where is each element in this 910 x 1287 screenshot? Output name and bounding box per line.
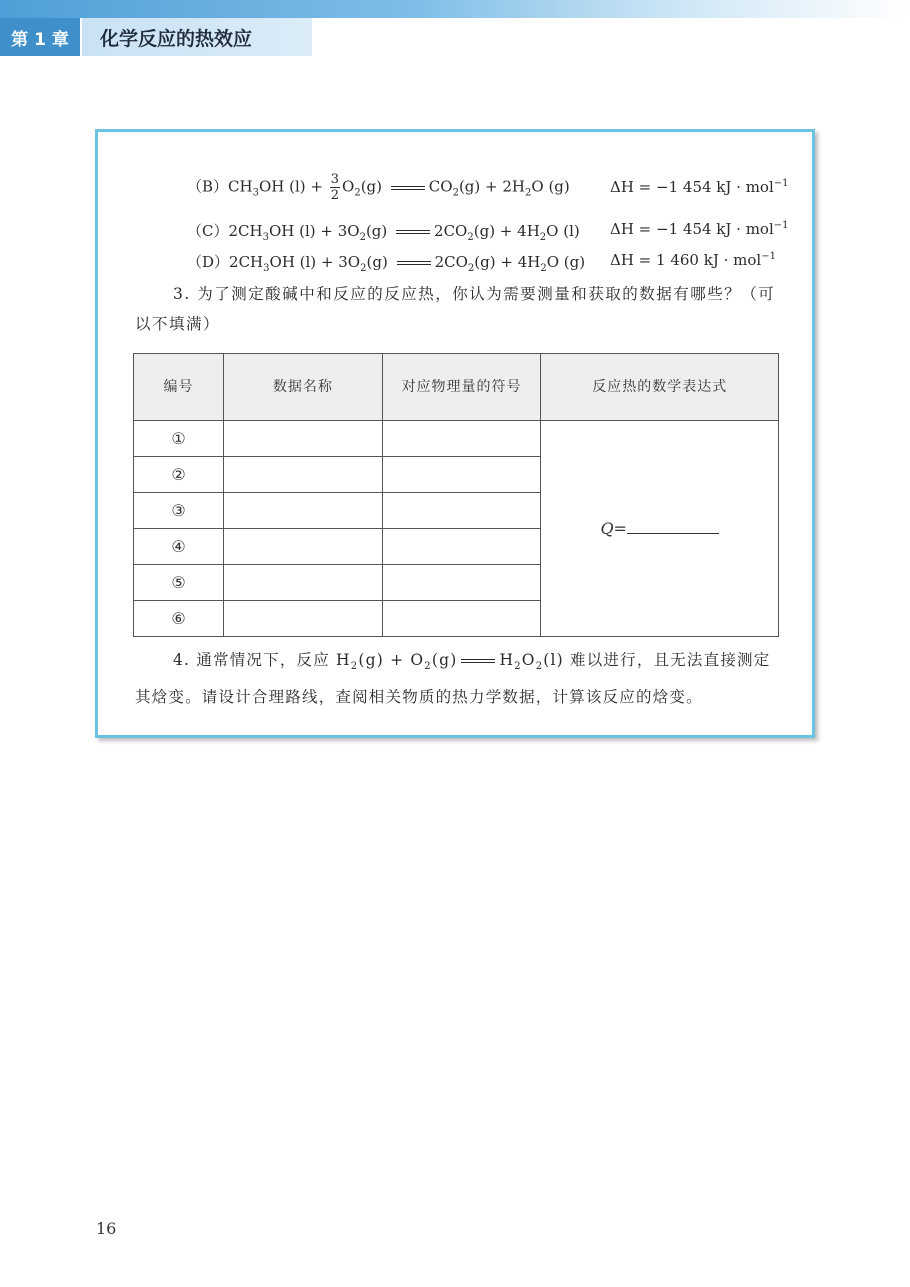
dh-text: ΔH = −1 454 kJ · mol [610,178,774,196]
eq-text: (g) [365,222,388,240]
equation-c: $(C)2CH_3OH$ $(l) + 3O_2(g) 2CO_2(g) + 4H_2O$ (l) ΔH = −1 454 kJ · mol$^{-1}$ [187,220,789,243]
data-name-cell[interactable] [224,565,383,601]
q4-text: H [499,651,515,669]
equation-label: （B） [187,177,229,196]
q4-text: (g) + O [358,651,425,669]
reaction-arrow [461,659,495,663]
equation-d: $(D)2CH_3OH$ $(l) + 3O_2(g) 2CO_2(g) + 4H_2O$ (g) ΔH = 1 460 kJ · mol$^{-1}$ [187,251,776,274]
row-number: ③ [134,493,224,529]
fraction-denominator: 2 [330,188,340,203]
data-name-cell[interactable] [224,601,383,637]
symbol-cell[interactable] [382,493,541,529]
row-number: ⑤ [134,565,224,601]
answer-blank[interactable] [627,532,719,534]
enthalpy-value: ΔH = −1 454 kJ · mol$^{-1}$ [610,178,789,196]
reaction-arrow [396,230,430,234]
table-header-row [134,354,779,421]
symbol-cell[interactable] [382,565,541,601]
eq-text: (g) [360,177,383,196]
symbol-cell[interactable] [382,529,541,565]
eq-text: OH (l) + 3O [268,222,360,240]
data-table [133,353,779,637]
equation-label: （D） [187,253,230,271]
eq-text: (g) + 4H [474,253,541,271]
header-data-name: 数据名称 [224,354,383,421]
symbol-cell[interactable] [382,421,541,457]
symbol-cell[interactable] [382,601,541,637]
header-expression: 反应热的数学表达式 [541,354,779,421]
eq-text: O (g) [546,253,586,271]
enthalpy-value: ΔH = −1 454 kJ · mol$^{-1}$ [610,220,789,238]
q4-text: O [521,651,536,669]
data-name-cell[interactable] [224,457,383,493]
data-name-cell[interactable] [224,529,383,565]
equation-label: （C） [187,222,229,240]
eq-text: CO [428,177,453,196]
row-number: ④ [134,529,224,565]
symbol-cell[interactable] [382,457,541,493]
chapter-title: 化学反应的热效应 [82,18,312,56]
eq-text: 2CO [434,253,468,271]
reaction-arrow [397,261,431,265]
eq-text: 2CH [228,222,263,240]
row-number: ⑥ [134,601,224,637]
chapter-label: 第 1 章 [0,18,80,56]
question-4: 4. 通常情况下，反应 $H_2(g) + O_2(g)$ $H_2O_2(l)$ 难以进行，且无法直接测定其焓变。请设计合理路线，查阅相关物质的热力学数据，计算该反应的焓变。 [135,651,771,707]
data-name-cell[interactable] [224,493,383,529]
q4-text: (g) [431,651,458,669]
reaction-arrow [391,186,425,190]
eq-text: (g) + 4H [473,222,540,240]
row-number: ① [134,421,224,457]
eq-text: 2CH [229,253,264,271]
dh-text: ΔH = 1 460 kJ · mol [610,251,762,269]
top-decoration-band [0,0,910,18]
eq-text: O (l) [546,222,580,240]
data-name-cell[interactable] [224,421,383,457]
eq-text: OH (l) + [258,177,323,196]
table-row [134,421,779,457]
eq-text: O [342,177,355,196]
expression-cell[interactable] [541,421,779,637]
row-number: ② [134,457,224,493]
eq-text: CH [228,177,253,196]
question-3: 3. 为了测定酸碱中和反应的反应热，你认为需要测量和获取的数据有哪些？（可以不填满） [135,285,776,333]
eq-text: (g) [366,253,388,271]
eq-text: OH (l) + 3O [269,253,361,271]
formula-label: Q= [600,519,627,538]
page-number: 16 [96,1219,117,1238]
fraction [330,172,340,203]
equation-b: $(B)CH_3OH$ (l) + $\frac{3}{2}$ $O_2(g) CO_2(g) + 2H_2O$ (g) ΔH = −1 454 kJ · mol$^{-1}$ [187,172,789,203]
header-number: 编号 [134,354,224,421]
eq-text: (g) + 2H [458,177,525,196]
dh-text: ΔH = −1 454 kJ · mol [610,220,774,238]
q4-text: 4. 通常情况下，反应 H [173,651,351,669]
q4-text: (l) 难以进行，且无法直接测定其焓变。请设计合理路线，查阅相关物质的热力学数据，计算该反应的焓变。 [135,651,771,707]
eq-text: O (g) [531,177,570,196]
fraction-numerator: 3 [330,172,340,187]
eq-text: 2CO [434,222,468,240]
header-symbol: 对应物理量的符号 [382,354,541,421]
enthalpy-value: ΔH = 1 460 kJ · mol$^{-1}$ [610,251,776,269]
